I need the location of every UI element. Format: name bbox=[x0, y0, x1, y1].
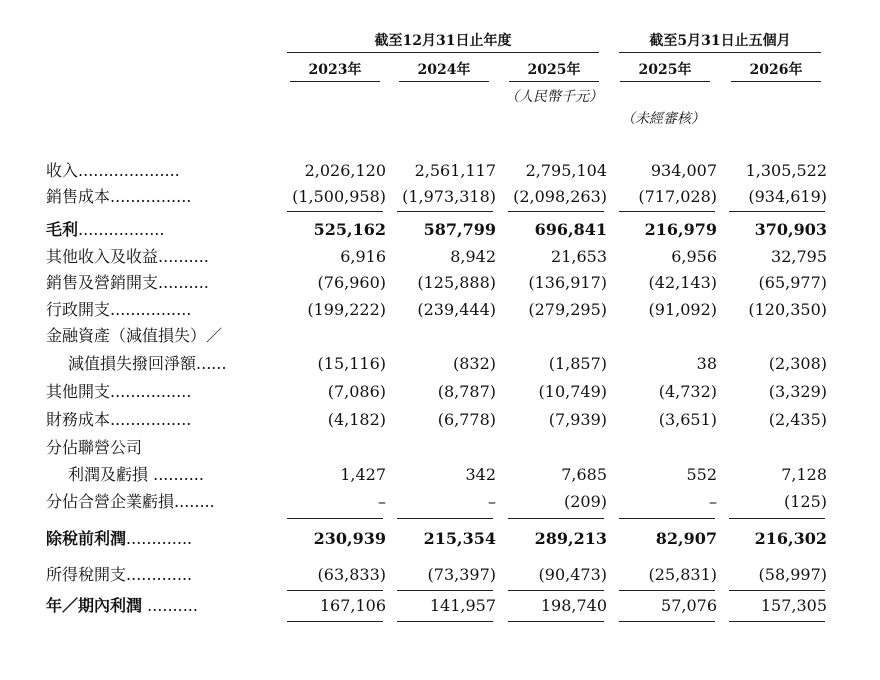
row-other-income bbox=[0, 245, 880, 269]
cell-2026-5m: (3,329) bbox=[768, 382, 827, 401]
currency-unit-note: （人民幣千元） bbox=[505, 89, 603, 105]
cell-2025-5m: 82,907 bbox=[655, 529, 717, 548]
year-header-2023: 2023年 bbox=[308, 62, 362, 78]
total-rule-2025 bbox=[508, 621, 604, 622]
cell-2023: 525,162 bbox=[313, 220, 386, 239]
subtotal-rule-2024 bbox=[397, 518, 493, 519]
fiscal-year-group-header: 截至12月31日止年度 bbox=[374, 33, 512, 49]
cell-2025: 198,740 bbox=[540, 596, 607, 615]
cell-2026-5m: (934,619) bbox=[748, 187, 827, 206]
subtotal-rule-2025-5m bbox=[619, 211, 715, 212]
cell-2023: 167,106 bbox=[319, 596, 386, 615]
cell-2025-5m: 38 bbox=[696, 354, 717, 373]
cell-2026-5m: 216,302 bbox=[754, 529, 827, 548]
cell-2023: (1,500,958) bbox=[292, 187, 386, 206]
cell-2026-5m: (58,997) bbox=[758, 565, 827, 584]
subtotal-rule-2025-5m bbox=[619, 590, 715, 591]
year-rule-2023 bbox=[290, 81, 380, 82]
cell-2025: 289,213 bbox=[534, 529, 607, 548]
cell-2024: (8,787) bbox=[437, 382, 496, 401]
cell-2024: 587,799 bbox=[423, 220, 496, 239]
subtotal-rule-2025 bbox=[508, 211, 604, 212]
cell-2025-5m: 57,076 bbox=[661, 596, 717, 615]
year-header-2024: 2024年 bbox=[417, 62, 471, 78]
cell-2024: 342 bbox=[465, 465, 496, 484]
cell-2024: (6,778) bbox=[437, 410, 496, 429]
cell-2026-5m: 32,795 bbox=[771, 247, 827, 266]
cell-2023: – bbox=[378, 492, 386, 511]
subtotal-rule-2023 bbox=[287, 590, 383, 591]
cell-2023: 1,427 bbox=[340, 465, 386, 484]
cell-2024: 8,942 bbox=[450, 247, 496, 266]
subtotal-rule-2023 bbox=[287, 518, 383, 519]
cell-2025: 7,685 bbox=[561, 465, 607, 484]
subtotal-rule-2025 bbox=[508, 590, 604, 591]
cell-2025-5m: – bbox=[709, 492, 717, 511]
row-label: 銷售成本................ bbox=[46, 187, 192, 206]
cell-2023: (63,833) bbox=[317, 565, 386, 584]
cell-2023: (76,960) bbox=[317, 273, 386, 292]
cell-2026-5m: (125) bbox=[783, 492, 827, 511]
row-label: 分佔合營企業虧損........ bbox=[46, 492, 215, 511]
cell-2025: (7,939) bbox=[548, 410, 607, 429]
cell-2025-5m: 552 bbox=[686, 465, 717, 484]
cell-2026-5m: (2,308) bbox=[768, 354, 827, 373]
cell-2025-5m: (91,092) bbox=[648, 300, 717, 319]
row-admin-expenses bbox=[0, 298, 880, 322]
row-label: 除稅前利潤............. bbox=[46, 529, 193, 548]
five-months-group-rule bbox=[619, 52, 821, 53]
row-label: 所得稅開支............. bbox=[46, 565, 193, 584]
cell-2025-5m: 6,956 bbox=[671, 247, 717, 266]
row-selling-expenses bbox=[0, 271, 880, 295]
subtotal-rule-2025 bbox=[508, 518, 604, 519]
row-impairment-heading bbox=[0, 324, 880, 348]
row-label: 行政開支................ bbox=[46, 300, 192, 319]
row-label: 利潤及虧損 .......... bbox=[68, 465, 204, 484]
row-label: 減值損失撥回淨額...... bbox=[68, 354, 227, 373]
row-profit-for-period bbox=[0, 594, 880, 618]
cell-2025: (2,098,263) bbox=[513, 187, 607, 206]
row-cost-of-sales bbox=[0, 185, 880, 209]
cell-2024: (73,397) bbox=[427, 565, 496, 584]
row-impairment-net bbox=[0, 352, 880, 376]
cell-2024: 2,561,117 bbox=[414, 161, 496, 180]
cell-2023: (199,222) bbox=[307, 300, 386, 319]
cell-2025: (209) bbox=[563, 492, 607, 511]
cell-2026-5m: (120,350) bbox=[748, 300, 827, 319]
cell-2023: (4,182) bbox=[327, 410, 386, 429]
cell-2024: (832) bbox=[452, 354, 496, 373]
cell-2025: 21,653 bbox=[551, 247, 607, 266]
cell-2026-5m: 1,305,522 bbox=[745, 161, 827, 180]
row-label: 其他開支................ bbox=[46, 382, 192, 401]
cell-2025: (136,917) bbox=[528, 273, 607, 292]
cell-2024: (125,888) bbox=[417, 273, 496, 292]
subtotal-rule-2025-5m bbox=[619, 518, 715, 519]
cell-2026-5m: (65,977) bbox=[758, 273, 827, 292]
row-label: 財務成本................ bbox=[46, 410, 192, 429]
row-revenue bbox=[0, 159, 880, 183]
cell-2025: 696,841 bbox=[534, 220, 607, 239]
cell-2025-5m: (717,028) bbox=[638, 187, 717, 206]
cell-2026-5m: (2,435) bbox=[768, 410, 827, 429]
year-header-2026: 2026年 bbox=[749, 62, 803, 78]
cell-2023: (15,116) bbox=[317, 354, 386, 373]
cell-2024: – bbox=[488, 492, 496, 511]
row-label: 銷售及營銷開支.......... bbox=[46, 273, 209, 292]
row-income-tax bbox=[0, 563, 880, 587]
cell-2025-5m: (25,831) bbox=[648, 565, 717, 584]
year-rule-2026 bbox=[731, 81, 821, 82]
cell-2024: 141,957 bbox=[429, 596, 496, 615]
row-joint-venture-loss bbox=[0, 490, 880, 514]
row-other-expenses bbox=[0, 380, 880, 404]
row-label: 年／期內利潤 .......... bbox=[46, 596, 198, 615]
row-label: 分佔聯營公司 bbox=[46, 438, 143, 457]
year-header-2025-5m: 2025年 bbox=[638, 62, 692, 78]
cell-2025: (90,473) bbox=[538, 565, 607, 584]
cell-2024: (239,444) bbox=[417, 300, 496, 319]
cell-2024: (1,973,318) bbox=[402, 187, 496, 206]
total-rule-2023 bbox=[287, 621, 383, 622]
cell-2023: 6,916 bbox=[340, 247, 386, 266]
cell-2026-5m: 157,305 bbox=[760, 596, 827, 615]
cell-2025-5m: 934,007 bbox=[650, 161, 717, 180]
year-rule-2024 bbox=[399, 81, 489, 82]
cell-2023: (7,086) bbox=[327, 382, 386, 401]
row-associates-profit bbox=[0, 463, 880, 487]
year-rule-2025-5m bbox=[620, 81, 710, 82]
subtotal-rule-2023 bbox=[287, 211, 383, 212]
cell-2025: 2,795,104 bbox=[525, 161, 607, 180]
subtotal-rule-2026-5m bbox=[729, 211, 825, 212]
row-label: 金融資產（減值損失）／ bbox=[46, 326, 223, 345]
row-label: 其他收入及收益.......... bbox=[46, 247, 209, 266]
five-months-group-header: 截至5月31日止五個月 bbox=[649, 33, 791, 49]
fiscal-year-group-rule bbox=[287, 52, 599, 53]
row-label: 毛利................. bbox=[46, 220, 165, 239]
cell-2025-5m: (3,651) bbox=[658, 410, 717, 429]
subtotal-rule-2026-5m bbox=[729, 518, 825, 519]
subtotal-rule-2024 bbox=[397, 590, 493, 591]
cell-2025-5m: 216,979 bbox=[644, 220, 717, 239]
total-rule-2024 bbox=[397, 621, 493, 622]
row-finance-costs bbox=[0, 408, 880, 432]
total-rule-2026-5m bbox=[729, 621, 825, 622]
total-rule-2025-5m bbox=[619, 621, 715, 622]
row-associates-heading bbox=[0, 436, 880, 460]
cell-2025: (10,749) bbox=[538, 382, 607, 401]
subtotal-rule-2026-5m bbox=[729, 590, 825, 591]
year-header-2025: 2025年 bbox=[527, 62, 581, 78]
cell-2025: (279,295) bbox=[528, 300, 607, 319]
row-gross-profit bbox=[0, 218, 880, 242]
cell-2024: 215,354 bbox=[423, 529, 496, 548]
row-label: 收入.................... bbox=[46, 161, 180, 180]
cell-2023: 2,026,120 bbox=[304, 161, 386, 180]
cell-2026-5m: 7,128 bbox=[781, 465, 827, 484]
cell-2025-5m: (4,732) bbox=[658, 382, 717, 401]
cell-2025: (1,857) bbox=[548, 354, 607, 373]
unaudited-note: （未經審核） bbox=[621, 111, 705, 127]
cell-2026-5m: 370,903 bbox=[754, 220, 827, 239]
cell-2025-5m: (42,143) bbox=[648, 273, 717, 292]
subtotal-rule-2024 bbox=[397, 211, 493, 212]
cell-2023: 230,939 bbox=[313, 529, 386, 548]
row-profit-before-tax bbox=[0, 527, 880, 551]
year-rule-2025 bbox=[509, 81, 599, 82]
